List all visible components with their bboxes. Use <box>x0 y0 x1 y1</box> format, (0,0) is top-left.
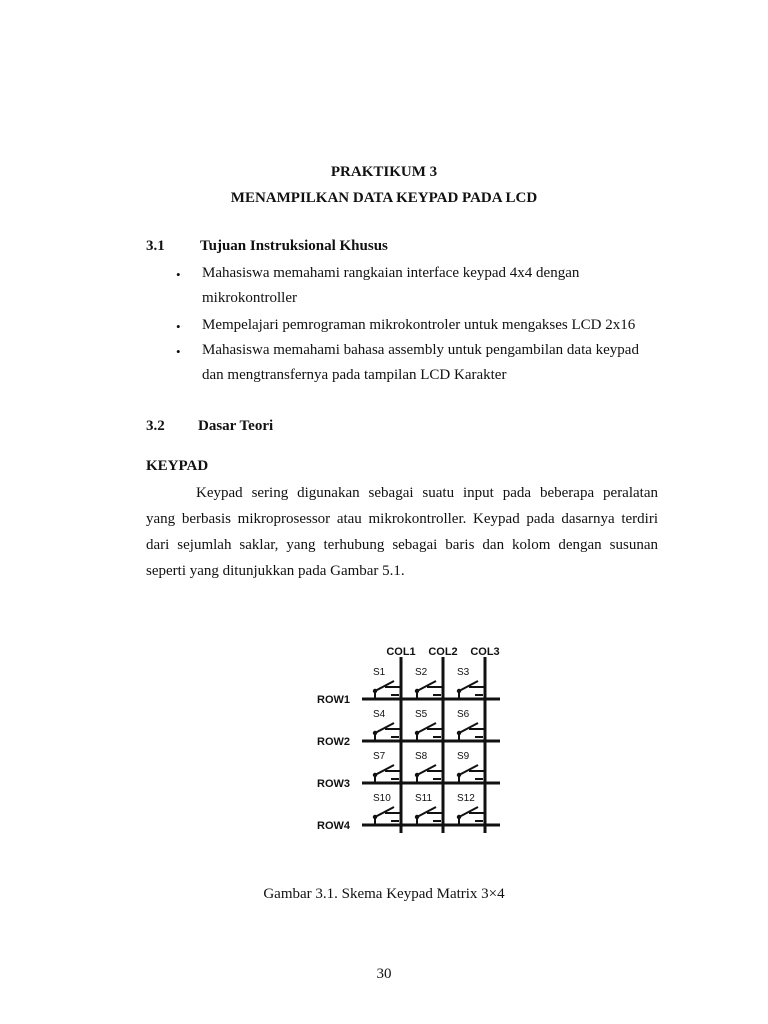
column-label: COL1 <box>386 646 416 658</box>
switch-label: S9 <box>457 751 470 762</box>
page-number: 30 <box>376 966 392 982</box>
chapter-subtitle: MENAMPILKAN DATA KEYPAD PADA LCD <box>230 190 538 206</box>
list-item-continuation: mikrokontroller <box>202 290 297 306</box>
paragraph-line: yang berbasis mikroprosessor atau mikrokontroller. Keypad pada dasarnya terdiri <box>146 511 658 527</box>
switch-label: S3 <box>457 667 470 678</box>
list-item-continuation: dan mengtransfernya pada tampilan LCD Karakter <box>202 367 507 383</box>
list-item: Mahasiswa memahami rangkaian interface keypad 4x4 dengan <box>202 265 580 281</box>
column-label: COL2 <box>428 646 458 658</box>
row-label: ROW3 <box>317 778 350 790</box>
list-item: Mempelajari pemrograman mikrokontroler untuk mengakses LCD 2x16 <box>202 317 636 333</box>
switch-label: S7 <box>373 751 386 762</box>
row-label: ROW2 <box>317 736 350 748</box>
figure-caption: Gambar 3.1. Skema Keypad Matrix 3×4 <box>263 886 505 902</box>
switch-label: S6 <box>457 709 470 720</box>
paragraph-line: dari sejumlah saklar, yang terhubung sebagai baris dan kolom dengan susunan <box>146 537 658 553</box>
section-number: 3.2 <box>146 418 165 434</box>
switch-label: S2 <box>415 667 428 678</box>
row-label: ROW4 <box>317 820 350 832</box>
bullet-icon: • <box>176 319 181 334</box>
section-number: 3.1 <box>146 238 165 254</box>
switch-label: S4 <box>373 709 386 720</box>
bullet-icon: • <box>176 267 181 282</box>
list-item: Mahasiswa memahami bahasa assembly untuk pengambilan data keypad <box>202 342 639 358</box>
switch-label: S10 <box>373 793 391 804</box>
paragraph-line: Keypad sering digunakan sebagai suatu input pada beberapa peralatan <box>196 485 658 501</box>
section-title: Tujuan Instruksional Khusus <box>200 238 388 254</box>
switch-label: S12 <box>457 793 475 804</box>
switch-label: S5 <box>415 709 428 720</box>
body-paragraph <box>146 480 658 584</box>
section-title: Dasar Teori <box>198 418 274 434</box>
switch-label: S1 <box>373 667 386 678</box>
switch-label: S11 <box>415 793 433 804</box>
column-label: COL3 <box>470 646 500 658</box>
keypad-matrix-diagram <box>300 635 510 835</box>
row-label: ROW1 <box>317 694 350 706</box>
chapter-title: PRAKTIKUM 3 <box>330 164 438 180</box>
subheading-keypad: KEYPAD <box>146 458 209 474</box>
paragraph-line: seperti yang ditunjukkan pada Gambar 5.1. <box>146 563 405 579</box>
switch-label: S8 <box>415 751 428 762</box>
bullet-icon: • <box>176 344 181 359</box>
